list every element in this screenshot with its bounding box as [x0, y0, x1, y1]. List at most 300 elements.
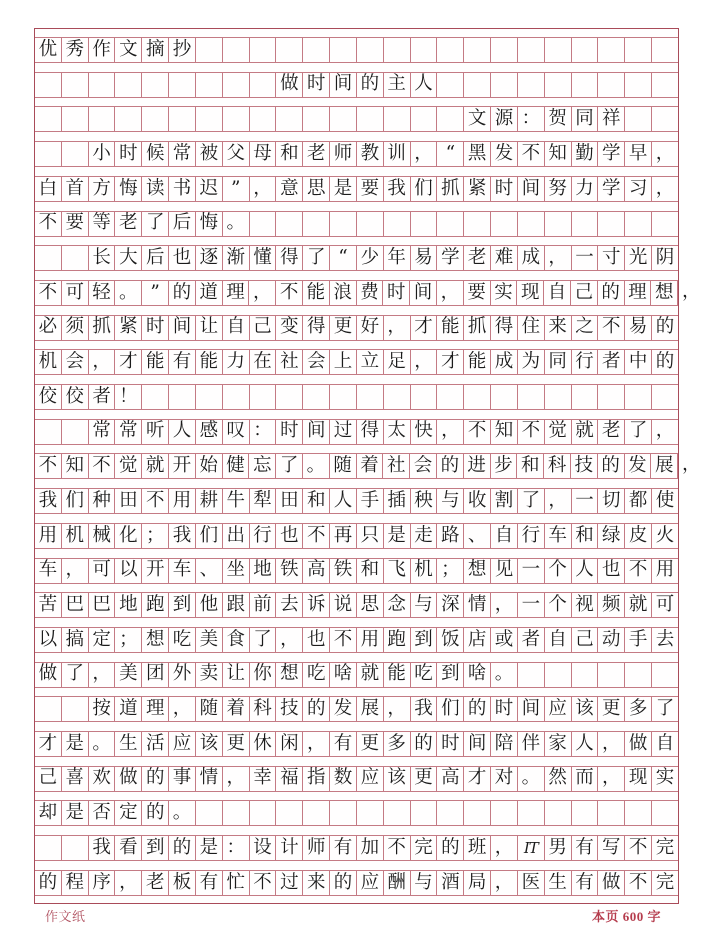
grid-cell: 他 [196, 593, 223, 617]
grid-cell: 不 [35, 212, 62, 236]
grid-cell: 不 [330, 628, 357, 652]
grid-cell: ， [276, 628, 303, 652]
grid-cell: 牛 [223, 489, 250, 513]
grid-cell: 时 [491, 177, 518, 201]
grid-cell: 以 [35, 628, 62, 652]
grid-cell: 写 [598, 836, 625, 860]
grid-cell: 行 [518, 524, 545, 548]
grid-cell [437, 212, 464, 236]
grid-cell: ： [518, 107, 545, 131]
grid-cell: ！ [115, 385, 142, 409]
grid-cell: 情 [196, 767, 223, 791]
grid-cell: 路 [437, 524, 464, 548]
grid-cell [625, 212, 652, 236]
grid-cell: 可 [62, 281, 89, 305]
grid-cell: 与 [411, 593, 438, 617]
grid-cell [330, 385, 357, 409]
grid-cell: 得 [303, 316, 330, 340]
grid-cell: 数 [330, 767, 357, 791]
grid-cell [62, 246, 89, 270]
grid-cell [169, 107, 196, 131]
grid-cell: ， [491, 593, 518, 617]
grid-cell: ， [303, 732, 330, 756]
grid-cell: 了 [518, 489, 545, 513]
grid-cell [545, 801, 572, 825]
grid-cell: 个 [545, 559, 572, 583]
grid-cell: 训 [384, 142, 411, 166]
grid-cell [35, 73, 62, 97]
grid-cell: 佼 [35, 385, 62, 409]
grid-cell: 要 [62, 212, 89, 236]
grid-cell [518, 38, 545, 62]
grid-cell: 喜 [62, 767, 89, 791]
grid-cell: 个 [545, 593, 572, 617]
grid-cell: 车 [545, 524, 572, 548]
grid-cell [491, 38, 518, 62]
grid-cell: 巴 [62, 593, 89, 617]
grid-cell [357, 801, 384, 825]
grid-cell: 的 [464, 697, 491, 721]
grid-cell: 来 [303, 871, 330, 895]
grid-cell [572, 385, 599, 409]
grid-cell: 人 [330, 489, 357, 513]
grid-cell: 做 [35, 663, 62, 687]
grid-cell: 事 [169, 767, 196, 791]
grid-cell: 实 [655, 767, 675, 789]
grid-cell: 不 [625, 871, 652, 895]
grid-cell: 才 [115, 350, 142, 374]
grid-cell: 应 [169, 732, 196, 756]
grid-cell: 同 [572, 107, 599, 131]
grid-cell: 的 [142, 767, 169, 791]
grid-cell: 吃 [303, 663, 330, 687]
grid-cell [303, 212, 330, 236]
grid-cell: 时 [276, 420, 303, 444]
grid-cell: 间 [169, 316, 196, 340]
grid-cell: 思 [303, 177, 330, 201]
grid-cell: 有 [169, 350, 196, 374]
grid-cell: ” [142, 281, 169, 305]
grid-cell: ， [62, 559, 89, 583]
grid-cell: 太 [384, 420, 411, 444]
grid-cell [62, 142, 89, 166]
grid-cell: 美 [196, 628, 223, 652]
grid-cell: 发 [491, 142, 518, 166]
grid-row [35, 141, 678, 167]
grid-cell: 有 [330, 836, 357, 860]
grid-cell [491, 801, 518, 825]
grid-cell: 应 [357, 767, 384, 791]
grid-cell: 作 [89, 38, 116, 62]
grid-cell [437, 73, 464, 97]
grid-cell: 者 [598, 350, 625, 374]
grid-row [35, 72, 678, 98]
grid-cell: 的 [330, 871, 357, 895]
grid-cell: 深 [437, 593, 464, 617]
grid-cell [384, 107, 411, 131]
grid-row [35, 731, 678, 757]
grid-cell: 然 [545, 767, 572, 791]
grid-cell: 人 [572, 559, 599, 583]
grid-cell: ， [411, 142, 438, 166]
grid-cell: 开 [142, 559, 169, 583]
grid-cell: 中 [625, 350, 652, 374]
grid-cell: 着 [357, 454, 384, 478]
grid-cell: 完 [655, 836, 675, 858]
grid-cell [625, 663, 652, 687]
grid-cell: 时 [383, 281, 410, 305]
grid-cell: 同 [545, 350, 572, 374]
grid-cell: 才 [437, 350, 464, 374]
grid-cell [250, 385, 277, 409]
grid-cell: 更 [223, 732, 250, 756]
grid-cell: 食 [223, 628, 250, 652]
grid-cell: 。 [89, 732, 116, 756]
grid-cell: 卖 [196, 663, 223, 687]
grid-cell [572, 801, 599, 825]
grid-cell: 黑 [464, 142, 491, 166]
grid-cell [89, 107, 116, 131]
grid-cell: 方 [89, 177, 116, 201]
grid-cell: 不 [89, 454, 116, 478]
grid-cell: 和 [276, 142, 303, 166]
grid-cell: 程 [62, 871, 89, 895]
grid-cell [303, 107, 330, 131]
grid-cell [545, 38, 572, 62]
grid-cell: 该 [196, 732, 223, 756]
grid-row [35, 627, 678, 653]
grid-cell: 之 [572, 316, 599, 340]
grid-cell: 技 [276, 697, 303, 721]
grid-row [35, 419, 678, 445]
grid-cell: 主 [384, 73, 411, 97]
grid-cell: 实 [491, 281, 518, 305]
grid-cell: 到 [169, 593, 196, 617]
grid-cell: 时 [491, 697, 518, 721]
grid-cell: 坐 [223, 559, 250, 583]
grid-cell: ， [249, 281, 276, 305]
grid-cell: 局 [464, 871, 491, 895]
grid-cell: 也 [598, 559, 625, 583]
grid-cell: 饭 [437, 628, 464, 652]
grid-row [35, 211, 678, 237]
grid-cell [62, 420, 89, 444]
grid-cell: 秧 [411, 489, 438, 513]
grid-cell: 们 [411, 177, 438, 201]
grid-cell: 能 [384, 663, 411, 687]
grid-cell: 老 [464, 246, 491, 270]
grid-cell: 学 [598, 177, 625, 201]
grid-cell: 与 [411, 871, 438, 895]
grid-cell [35, 697, 62, 721]
grid-cell: 手 [357, 489, 384, 513]
grid-cell: ， [437, 281, 464, 305]
grid-cell: 诉 [303, 593, 330, 617]
grid-cell: 对 [491, 767, 518, 791]
grid-cell: 福 [276, 767, 303, 791]
grid-cell: 住 [518, 316, 545, 340]
grid-cell [411, 801, 438, 825]
grid-cell: 变 [276, 316, 303, 340]
grid-cell [437, 38, 464, 62]
grid-row [35, 280, 701, 306]
grid-cell: 要 [357, 177, 384, 201]
grid-cell [303, 801, 330, 825]
grid-cell: 才 [464, 767, 491, 791]
grid-cell: 机 [411, 559, 438, 583]
grid-cell [62, 73, 89, 97]
grid-cell: 悔 [115, 177, 142, 201]
grid-cell: 外 [169, 663, 196, 687]
grid-cell [35, 107, 62, 131]
grid-cell [62, 107, 89, 131]
grid-cell: 易 [411, 246, 438, 270]
grid-cell: 酒 [437, 871, 464, 895]
grid-cell: 可 [89, 559, 116, 583]
grid-cell [142, 107, 169, 131]
grid-cell: 用 [169, 489, 196, 513]
grid-cell: 快 [411, 420, 438, 444]
grid-cell: ； [142, 524, 169, 548]
grid-cell: 不 [250, 871, 277, 895]
grid-cell [276, 212, 303, 236]
grid-cell: 会 [410, 454, 437, 478]
grid-cell: 跑 [384, 628, 411, 652]
grid-cell: 了 [303, 246, 330, 270]
grid-cell [142, 385, 169, 409]
grid-cell: 行 [250, 524, 277, 548]
grid-cell: 的 [598, 454, 625, 478]
grid-cell: 科 [250, 697, 277, 721]
grid-cell: 习 [625, 177, 652, 201]
grid-cell [384, 212, 411, 236]
grid-cell: 的 [655, 316, 675, 338]
grid-cell: 得 [357, 420, 384, 444]
grid-cell: 成 [491, 350, 518, 374]
grid-cell: 以 [115, 559, 142, 583]
grid-cell: 紧 [464, 177, 491, 201]
grid-cell [276, 38, 303, 62]
grid-cell: 更 [330, 316, 357, 340]
grid-cell: ； [437, 559, 464, 583]
grid-cell: 贺 [545, 107, 572, 131]
grid-cell [652, 663, 678, 687]
grid-cell [572, 663, 599, 687]
grid-cell: 皮 [625, 524, 652, 548]
grid-cell: 生 [545, 871, 572, 895]
grid-row [35, 870, 678, 896]
grid-cell [35, 142, 62, 166]
grid-cell [625, 801, 652, 825]
grid-cell: 该 [384, 767, 411, 791]
grid-cell: 能 [142, 350, 169, 374]
grid-row [35, 592, 678, 618]
grid-cell: 和 [572, 524, 599, 548]
grid-cell: 不 [384, 836, 411, 860]
grid-cell: 跟 [223, 593, 250, 617]
grid-cell: 序 [89, 871, 116, 895]
grid-cell [598, 663, 625, 687]
grid-cell: 叹 [223, 420, 250, 444]
grid-cell: 苦 [35, 593, 62, 617]
grid-cell: 你 [250, 663, 277, 687]
grid-cell: 一 [518, 593, 545, 617]
grid-cell [437, 385, 464, 409]
grid-cell: 不 [464, 420, 491, 444]
grid-cell: 幸 [250, 767, 277, 791]
grid-cell: 吃 [411, 663, 438, 687]
grid-cell: 自 [544, 281, 571, 305]
grid-cell: 能 [437, 316, 464, 340]
grid-cell: 文 [115, 38, 142, 62]
grid-cell: 我 [89, 836, 116, 860]
grid-cell: 能 [196, 350, 223, 374]
grid-cell: 道 [115, 697, 142, 721]
grid-cell [384, 385, 411, 409]
grid-cell: 间 [330, 73, 357, 97]
grid-cell: 铁 [330, 559, 357, 583]
grid-cell [652, 107, 678, 131]
grid-cell: 知 [545, 142, 572, 166]
grid-cell: 用 [655, 559, 675, 581]
grid-cell: 会 [62, 350, 89, 374]
grid-cell: 的 [437, 454, 464, 478]
grid-cell [142, 73, 169, 97]
grid-cell: ， [655, 420, 675, 442]
grid-cell: 犁 [250, 489, 277, 513]
grid-cell: 老 [303, 142, 330, 166]
grid-cell: ， [437, 420, 464, 444]
grid-cell: 祥 [598, 107, 625, 131]
grid-row [35, 696, 678, 722]
grid-cell: 应 [357, 871, 384, 895]
grid-cell [464, 385, 491, 409]
grid-cell: 家 [545, 732, 572, 756]
grid-cell: 的 [655, 351, 675, 373]
grid-cell: 读 [142, 177, 169, 201]
grid-cell: 时 [303, 73, 330, 97]
grid-cell: 不 [35, 454, 62, 478]
grid-cell: 抓 [437, 177, 464, 201]
grid-cell: 收 [464, 489, 491, 513]
grid-cell: 会 [303, 350, 330, 374]
grid-cell: ” [223, 177, 250, 201]
grid-cell: 械 [89, 524, 116, 548]
grid-cell: 田 [276, 489, 303, 513]
grid-cell [625, 107, 652, 131]
grid-cell: 也 [276, 524, 303, 548]
grid-cell: 被 [196, 142, 223, 166]
grid-cell [35, 836, 62, 860]
grid-cell: ， [384, 697, 411, 721]
grid-cell [35, 246, 62, 270]
grid-cell: 自 [223, 316, 250, 340]
grid-cell: 不 [625, 836, 652, 860]
grid-cell: 能 [303, 281, 330, 305]
grid-cell: 寸 [598, 246, 625, 270]
grid-cell: 足 [384, 350, 411, 374]
grid-cell: 科 [544, 454, 571, 478]
grid-row [35, 835, 678, 861]
grid-cell: 车 [169, 559, 196, 583]
grid-cell [169, 73, 196, 97]
grid-cell: 搞 [62, 628, 89, 652]
grid-cell: 到 [437, 663, 464, 687]
grid-cell: 化 [115, 524, 142, 548]
grid-cell: 必 [35, 316, 62, 340]
grid-cell: 而 [572, 767, 599, 791]
grid-cell: 们 [196, 524, 223, 548]
grid-cell: 见 [491, 559, 518, 583]
grid-cell: 吃 [169, 628, 196, 652]
grid-cell: 和 [357, 559, 384, 583]
grid-cell: 人 [572, 732, 599, 756]
grid-cell: 技 [571, 454, 598, 478]
grid-cell [437, 801, 464, 825]
grid-cell: 知 [491, 420, 518, 444]
grid-cell [491, 73, 518, 97]
grid-cell: 的 [437, 836, 464, 860]
grid-cell [437, 107, 464, 131]
grid-cell: 上 [330, 350, 357, 374]
grid-cell: ， [491, 871, 518, 895]
grid-cell: 社 [383, 454, 410, 478]
grid-cell [223, 107, 250, 131]
grid-cell: 做 [276, 73, 303, 97]
grid-cell: 悔 [196, 212, 223, 236]
grid-cell: 可 [655, 593, 675, 615]
grid-cell: 去 [276, 593, 303, 617]
grid-cell: 我 [411, 697, 438, 721]
grid-cell: 听 [142, 420, 169, 444]
grid-cell: 们 [437, 697, 464, 721]
grid-cell [169, 385, 196, 409]
grid-row [35, 453, 701, 479]
grid-cell: 师 [330, 142, 357, 166]
grid-cell [625, 73, 652, 97]
grid-cell: “ [437, 142, 464, 166]
grid-cell: 做 [115, 767, 142, 791]
grid-cell: 有 [196, 871, 223, 895]
grid-cell: 了 [62, 663, 89, 687]
grid-cell: 让 [196, 316, 223, 340]
grid-cell: 不 [276, 281, 303, 305]
grid-cell: 行 [572, 350, 599, 374]
grid-cell: 常 [89, 420, 116, 444]
grid-cell: ， [545, 246, 572, 270]
grid-cell: 了 [142, 212, 169, 236]
grid-cell: 来 [545, 316, 572, 340]
grid-cell [598, 212, 625, 236]
grid-cell: 酬 [384, 871, 411, 895]
grid-cell [223, 385, 250, 409]
grid-cell [625, 38, 652, 62]
grid-cell: 闲 [276, 732, 303, 756]
grid-cell: 绿 [598, 524, 625, 548]
grid-row [35, 766, 678, 792]
grid-cell: 看 [115, 836, 142, 860]
grid-cell: 不 [598, 316, 625, 340]
grid-cell [357, 38, 384, 62]
grid-cell: 知 [62, 454, 89, 478]
grid-cell: 要 [464, 281, 491, 305]
grid-cell [357, 385, 384, 409]
grid-cell: 更 [357, 732, 384, 756]
grid-cell: 欢 [89, 767, 116, 791]
grid-cell [250, 38, 277, 62]
grid-cell: 是 [330, 177, 357, 201]
grid-cell [572, 38, 599, 62]
